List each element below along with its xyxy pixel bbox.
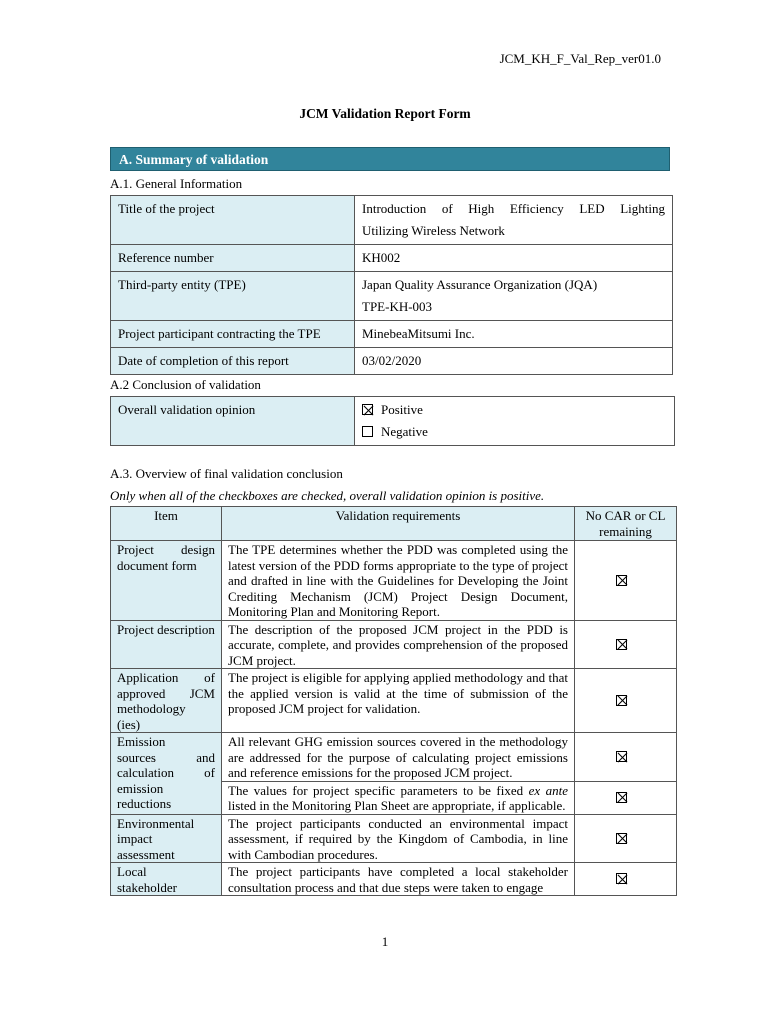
checked-checkbox-icon[interactable] — [616, 639, 627, 650]
general-info-table — [110, 195, 673, 375]
requirement-cell: All relevant GHG emission sources covered in the methodology are addressed for the purpose of calculating project emissions and reference emissions for the proposed JCM project. — [222, 733, 575, 782]
item-line: document form — [117, 557, 197, 573]
table-row — [111, 733, 677, 782]
requirement-cell: The TPE determines whether the PDD was completed using the latest version of the PDD forms appropriate to the type of project and drafted in line with the Guidelines for Developing the Joint Crediting Mechanism (JCM) Project Design Document, Monitoring Plan and Monitoring Report. — [222, 541, 575, 621]
opinion-options — [355, 397, 675, 446]
checked-checkbox-icon[interactable] — [616, 792, 627, 803]
overview-heading: A.3. Overview of final validation conclusion — [110, 466, 343, 481]
checked-checkbox-icon[interactable] — [362, 404, 373, 415]
option-negative[interactable] — [362, 421, 667, 443]
overview-table — [110, 506, 677, 896]
table-row — [111, 321, 673, 348]
status-cell — [575, 781, 677, 814]
requirement-emphasis: ex ante — [528, 782, 569, 798]
status-cell — [575, 863, 677, 896]
item-line: approved JCM — [117, 685, 215, 701]
item-cell — [111, 733, 222, 815]
item-line: Emission — [117, 734, 166, 749]
item-line: emission — [117, 780, 164, 796]
label-participant: Project participant contracting the TPE — [111, 321, 355, 348]
header-line: remaining — [599, 523, 652, 539]
table-row — [111, 620, 677, 669]
checked-checkbox-icon[interactable] — [616, 695, 627, 706]
label-tpe: Third-party entity (TPE) — [111, 272, 355, 321]
value-line: Japan Quality Assurance Organization (JQA) — [362, 277, 598, 292]
label-completion-date: Date of completion of this report — [111, 348, 355, 375]
value-tpe — [355, 272, 673, 321]
table-row — [111, 814, 677, 863]
item-cell — [111, 863, 222, 896]
item-line: assessment — [117, 846, 175, 862]
table-row — [111, 272, 673, 321]
page-number: 1 — [381, 934, 389, 949]
status-cell — [575, 620, 677, 669]
item-line: Project design — [117, 542, 215, 557]
column-header-item: Item — [111, 507, 222, 541]
status-cell — [575, 541, 677, 621]
value-completion-date: 03/02/2020 — [355, 348, 673, 375]
item-line: stakeholder — [117, 879, 177, 895]
checked-checkbox-icon[interactable] — [616, 873, 627, 884]
table-header-row — [111, 507, 677, 541]
requirement-text: listed in the Monitoring Plan Sheet are appropriate, if applicable. — [228, 798, 566, 813]
item-line: methodology — [117, 701, 186, 716]
general-info-heading: A.1. General Information — [110, 176, 243, 191]
option-label: Negative — [381, 424, 428, 439]
item-line: (ies) — [117, 716, 141, 732]
conclusion-heading: A.2 Conclusion of validation — [110, 377, 261, 392]
requirement-cell: The project participants have completed a local stakeholder consultation process and that due steps were taken to engage — [222, 863, 575, 896]
value-line: Introduction of High Efficiency LED Lighting — [362, 201, 665, 216]
item-line: calculation of — [117, 765, 215, 780]
overview-note: Only when all of the checkboxes are checked, overall validation opinion is positive. — [110, 488, 545, 503]
item-cell — [111, 669, 222, 733]
empty-checkbox-icon[interactable] — [362, 426, 373, 437]
checked-checkbox-icon[interactable] — [616, 575, 627, 586]
item-line: Application of — [117, 670, 215, 685]
item-line: Environmental — [117, 815, 195, 831]
table-row — [111, 397, 675, 446]
section-header-summary: A. Summary of validation — [110, 147, 670, 171]
item-line: Local — [117, 864, 147, 879]
item-cell — [111, 541, 222, 621]
table-row — [111, 541, 677, 621]
checked-checkbox-icon[interactable] — [616, 751, 627, 762]
table-row — [111, 863, 677, 896]
label-overall-opinion: Overall validation opinion — [111, 397, 355, 446]
item-line: reductions — [117, 796, 172, 811]
column-header-requirements: Validation requirements — [222, 507, 575, 541]
option-positive[interactable] — [362, 399, 667, 421]
requirement-cell — [222, 781, 575, 814]
requirement-cell: The project is eligible for applying applied methodology and that the applied version is valid at the time of submission of the proposed JCM project for validation. — [222, 669, 575, 733]
document-id: JCM_KH_F_Val_Rep_ver01.0 — [499, 51, 661, 66]
option-label: Positive — [381, 402, 423, 417]
item-line: sources and — [117, 749, 215, 765]
item-line: impact — [117, 831, 153, 846]
requirement-text: The values for project specific parameters to be fixed — [228, 782, 529, 798]
value-reference-number: KH002 — [355, 245, 673, 272]
value-participant: MinebeaMitsumi Inc. — [355, 321, 673, 348]
value-project-title — [355, 196, 673, 245]
label-project-title: Title of the project — [111, 196, 355, 245]
table-row — [111, 196, 673, 245]
value-line: TPE-KH-003 — [362, 299, 433, 314]
status-cell — [575, 669, 677, 733]
value-line: Utilizing Wireless Network — [362, 223, 505, 238]
status-cell — [575, 733, 677, 782]
table-row — [111, 245, 673, 272]
checked-checkbox-icon[interactable] — [616, 833, 627, 844]
item-cell — [111, 814, 222, 863]
label-reference-number: Reference number — [111, 245, 355, 272]
column-header-no-car — [575, 507, 677, 541]
item-cell: Project description — [111, 620, 222, 669]
table-row — [111, 348, 673, 375]
status-cell — [575, 814, 677, 863]
requirement-cell: The description of the proposed JCM project in the PDD is accurate, complete, and provides comprehension of the proposed JCM project. — [222, 620, 575, 669]
header-line: No CAR or CL — [585, 508, 666, 523]
page-title: JCM Validation Report Form — [299, 106, 471, 121]
conclusion-table — [110, 396, 675, 446]
table-row — [111, 669, 677, 733]
requirement-cell: The project participants conducted an environmental impact assessment, if required by the Kingdom of Cambodia, in line with Cambodian procedures. — [222, 814, 575, 863]
